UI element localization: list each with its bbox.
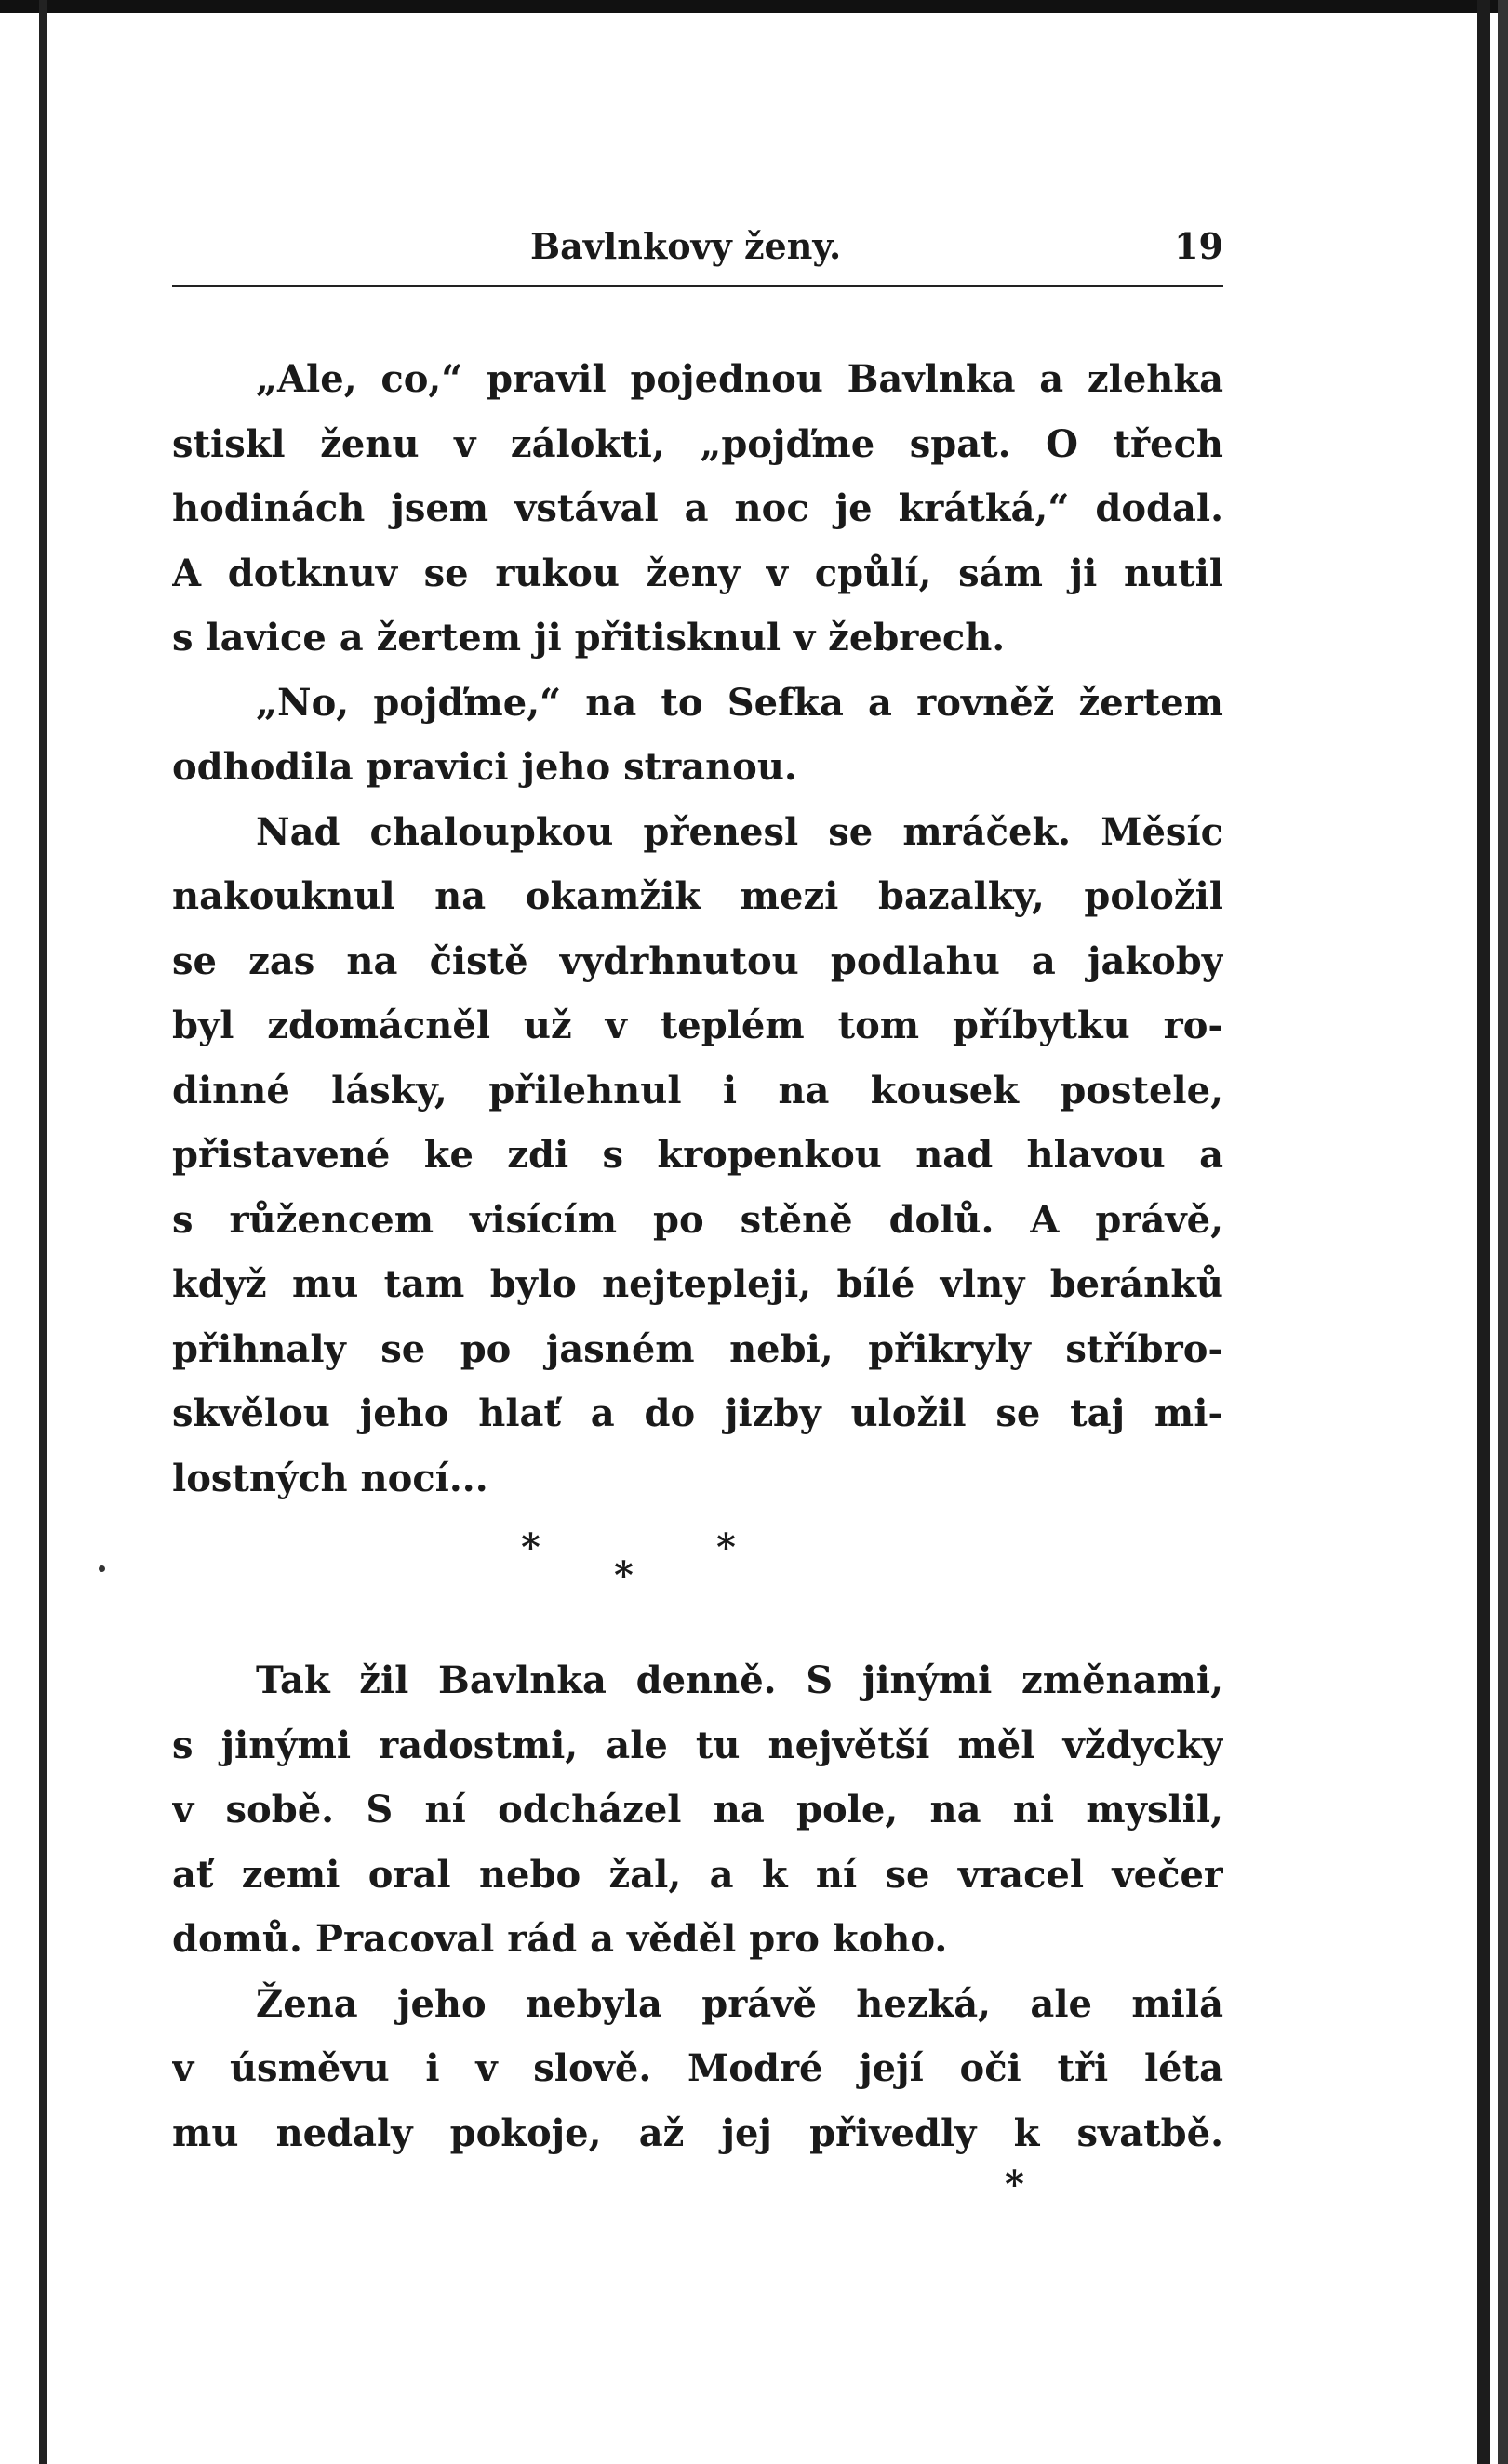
text-line: domů. Pracoval rád a věděl pro koho. <box>172 1917 948 1961</box>
text-line: mu nedaly pokoje, až jej přivedly k svatbě. <box>172 2111 1223 2155</box>
text-line: Tak žil Bavlnka denně. S jinými změnami, <box>256 1658 1223 1702</box>
text-line: odhodila pravici jeho stranou. <box>172 745 797 789</box>
body-text-1 <box>172 347 1223 1511</box>
page-number: 19 <box>1174 225 1223 267</box>
text-line: v sobě. S ní odcházel na pole, na ni myslil, <box>172 1788 1223 1831</box>
scan-edge-right <box>1477 0 1490 2464</box>
scan-edge-top <box>0 0 1508 13</box>
text-line: se zas na čistě vydrhnutou podlahu a jakoby <box>172 939 1223 983</box>
text-line: s jinými radostmi, ale tu největší měl vždycky <box>172 1723 1223 1767</box>
text-line: Nad chaloupkou přenesl se mráček. Měsíc <box>256 809 1223 854</box>
scan-speck <box>99 1565 105 1572</box>
text-line: skvělou jeho hlať a do jizby uložil se taj mi- <box>172 1392 1223 1435</box>
text-line: přistavené ke zdi s kropenkou nad hlavou a <box>172 1133 1223 1177</box>
scan-edge-left <box>39 0 47 2464</box>
text-line: ať zemi oral nebo žal, a k ní se vracel večer <box>172 1852 1223 1897</box>
signature-mark: * <box>1005 2163 1024 2206</box>
asterism-star: * <box>716 1525 736 1569</box>
running-title: Bavlnkovy ženy. <box>530 225 842 267</box>
text-line: hodinách jsem vstával a noc je krátká,“ dodal. <box>172 486 1223 530</box>
text-line: s růžencem visícím po stěně dolů. A právě, <box>172 1197 1223 1242</box>
text-line: nakouknul na okamžik mezi bazalky, položil <box>172 874 1223 918</box>
text-line: když mu tam bylo nejtepleji, bílé vlny beránků <box>172 1262 1223 1306</box>
running-header <box>172 223 1223 279</box>
text-line: dinné lásky, přilehnul i na kousek postele, <box>172 1068 1223 1112</box>
text-line: s lavice a žertem ji přitisknul v žebrech. <box>172 616 1006 659</box>
asterism-star: * <box>521 1525 540 1569</box>
body-text-2 <box>172 1648 1223 2165</box>
asterism-star: * <box>614 1553 634 1597</box>
section-separator <box>521 1525 772 1628</box>
text-line: Žena jeho nebyla právě hezká, ale milá <box>256 1981 1223 2026</box>
text-line: byl zdomácněl už v teplém tom příbytku ro- <box>172 1004 1223 1047</box>
header-rule <box>172 285 1223 287</box>
text-line: A dotknuv se rukou ženy v cpůlí, sám ji nutil <box>172 551 1223 595</box>
text-line: v úsměvu i v slově. Modré její oči tři léta <box>172 2046 1223 2090</box>
text-line: „No, pojďme,“ na to Sefka a rovněž žertem <box>256 680 1223 725</box>
text-line: „Ale, co,“ pravil pojednou Bavlnka a zlehka <box>256 357 1223 401</box>
text-line: přihnaly se po jasném nebi, přikryly stříbro- <box>172 1326 1223 1371</box>
text-line: stiskl ženu v zálokti, „pojďme spat. O třech <box>172 421 1223 466</box>
scan-edge-right-outer <box>1498 0 1508 2464</box>
text-line: lostných nocí... <box>172 1456 488 1500</box>
